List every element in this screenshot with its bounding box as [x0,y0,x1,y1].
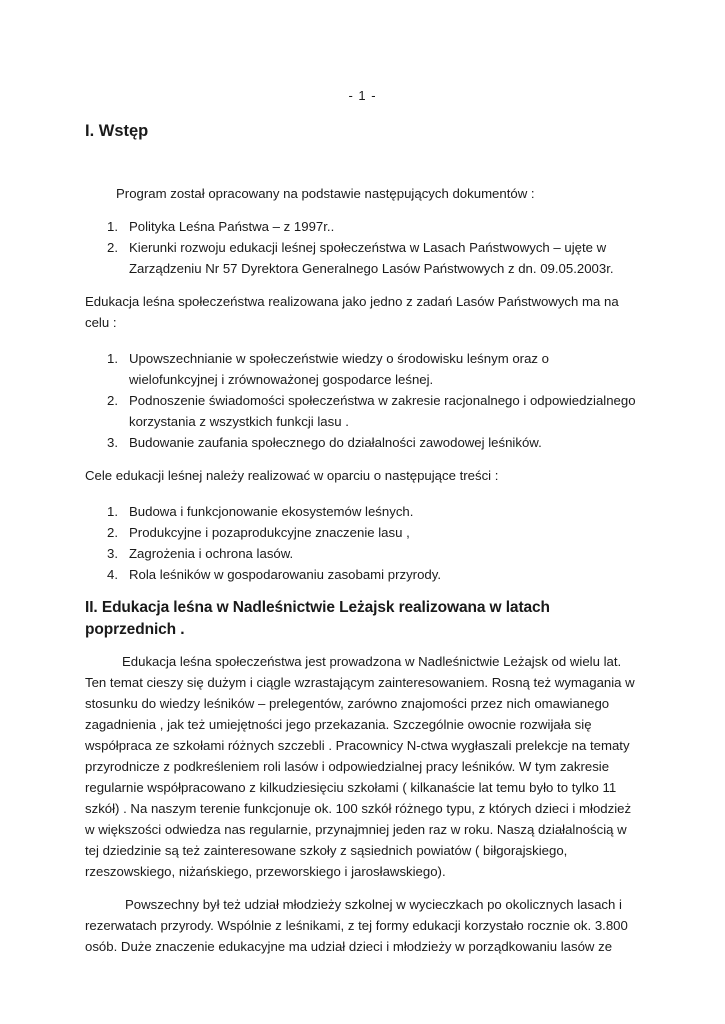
list-item-number: 2. [107,525,118,540]
goals-intro: Edukacja leśna społeczeństwa realizowana jako jedno z zadań Lasów Państwowych ma na celu : [85,294,619,330]
list-item-text: Kierunki rozwoju edukacji leśnej społeczeństwa w Lasach Państwowych – ujęte w Zarządzeniu Nr 57 Dyrektora Generalnego Lasów Państwowych z dn. 09.05.2003r. [129,240,614,276]
list-item-number: 1. [107,351,118,366]
documents-list [85,216,640,279]
list-item [85,501,640,522]
section-2-heading: II. Edukacja leśna w Nadleśnictwie Leżajsk realizowana w latach poprzednich . [85,599,550,638]
list-item-number: 2. [107,393,118,408]
list-item-number: 1. [107,219,118,234]
list-item-text: Podnoszenie świadomości społeczeństwa w zakresie racjonalnego i odpowiedzialnego korzystania z wszystkich funkcji lasu . [129,393,636,429]
list-item [85,216,640,237]
documents-intro: Program został opracowany na podstawie następujących dokumentów : [116,186,535,201]
list-item-text: Upowszechnianie w społeczeństwie wiedzy o środowisku leśnym oraz o wielofunkcyjnej i zrównoważonej gospodarce leśnej. [129,351,549,387]
section-1-heading: I. Wstęp [85,122,149,140]
goals-list [85,348,640,453]
list-item-text: Budowa i funkcjonowanie ekosystemów leśnych. [129,504,414,519]
list-item [85,432,640,453]
list-item-text: Budowanie zaufania społecznego do działalności zawodowej leśników. [129,435,542,450]
page-number: - 1 - [348,88,377,103]
contents-intro: Cele edukacji leśnej należy realizować w oparciu o następujące treści : [85,468,499,483]
list-item-number: 1. [107,504,118,519]
list-item-text: Produkcyjne i pozaprodukcyjne znaczenie lasu , [129,525,410,540]
list-item-text: Rola leśników w gospodarowaniu zasobami przyrody. [129,567,442,582]
list-item [85,237,640,279]
section-2-paragraph: Edukacja leśna społeczeństwa jest prowadzona w Nadleśnictwie Leżajsk od wielu lat. Ten temat cieszy się dużym i ciągle wzrastającym zainteresowaniem. Rosną też wymagania w stosunku do wiedzy leśników – prelegentów, zarówno znajomości przez nich omawianego zagadnienia , jak też umiejętności jego przekazania. Szczególnie owocnie rozwijała się współpraca ze szkołami różnych szczebli . Pracownicy N-ctwa wygłaszali prelekcje na tematy przyrodnicze z podkreśleniem roli lasów i odpowiedzialnej pracy leśników. W tym zakresie regularnie współpracowano z kilkudziesięciu szkołami ( kilkanaście lat temu było to tylko 11 szkół) . Na naszym terenie funkcjonuje ok. 100 szkół różnego typu, z których dzieci i młodzież w większości odwiedza nas regularnie, przynajmniej jeden raz w roku. Naszą działalnością w tej dziedzinie są też zainteresowane szkoły z sąsiednich powiatów ( biłgorajskiego, rzeszowskiego, niżańskiego, przeworskiego i jarosławskiego). [85,654,635,879]
list-item-number: 3. [107,546,118,561]
list-item-number: 3. [107,435,118,450]
list-item [85,522,640,543]
list-item-number: 2. [107,240,118,255]
list-item [85,390,640,432]
list-item-number: 4. [107,567,118,582]
list-item-text: Polityka Leśna Państwa – z 1997r.. [129,219,335,234]
list-item-text: Zagrożenia i ochrona lasów. [129,546,294,561]
contents-list [85,501,640,585]
page-content [85,120,640,969]
list-item [85,564,640,585]
section-2-paragraph: Powszechny był też udział młodzieży szkolnej w wycieczkach po okolicznych lasach i rezerwatach przyrody. Wspólnie z leśnikami, z tej formy edukacji korzystało rocznie ok. 3.800 osób. Duże znaczenie edukacyjne ma udział dzieci i młodzieży w porządkowaniu lasów ze [85,897,628,954]
list-item [85,543,640,564]
list-item [85,348,640,390]
